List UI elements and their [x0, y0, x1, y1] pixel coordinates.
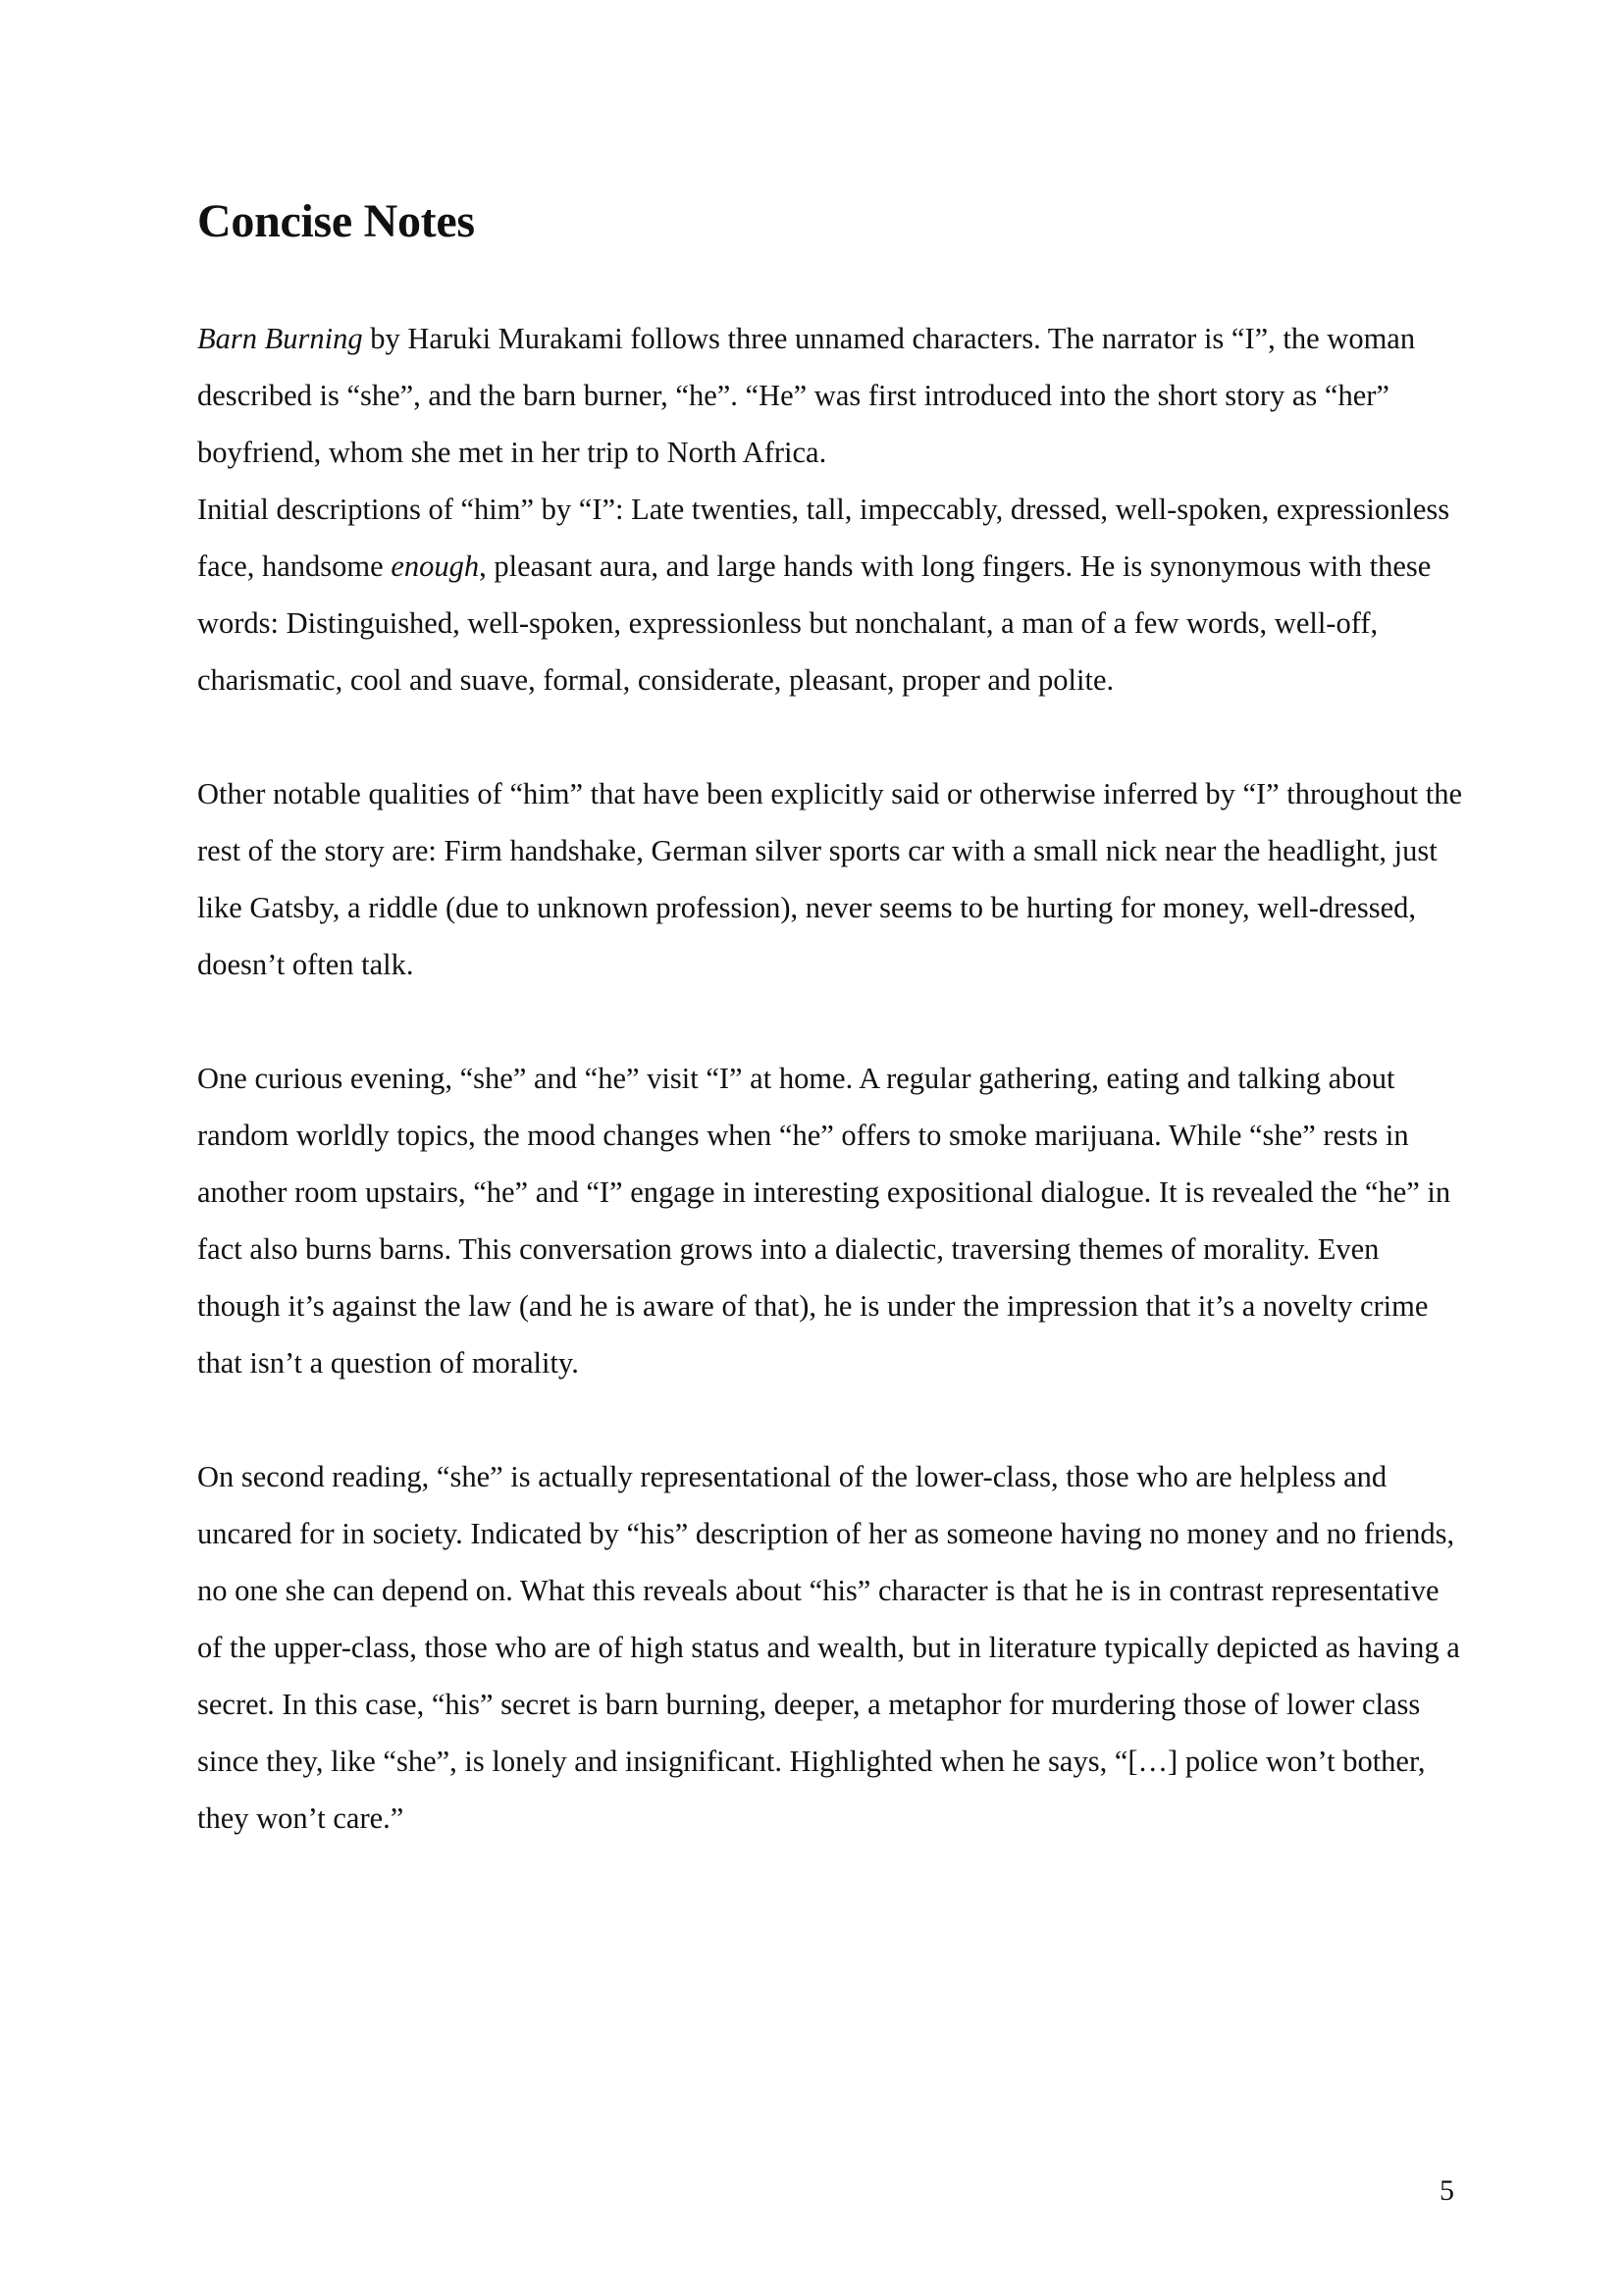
paragraph-spacer — [197, 1391, 1463, 1448]
paragraph-2-text-end: , pleasant aura, and large hands with long fingers. He is synonymous with these words: Distinguished, well-spoken, expressionless but nonchalant, a man of a few words, well-off, charismatic, cool and suave, formal, considerate, pleasant, proper and polite. — [197, 549, 1432, 697]
page-title: Concise Notes — [197, 195, 475, 247]
paragraph-2-text-start: Initial descriptions of “him” by “I”: Late twenties, tall, impeccably, dressed, well-spoken, expressionless face, handsome — [197, 493, 1450, 583]
book-title: Barn Burning — [197, 322, 363, 355]
paragraph-1 — [197, 310, 1463, 481]
notes-body — [197, 310, 1463, 1847]
page-number: 5 — [1440, 2174, 1454, 2207]
paragraph-spacer — [197, 993, 1463, 1050]
emphasis-word: enough — [391, 549, 480, 583]
paragraph-1-text: by Haruki Murakami follows three unnamed characters. The narrator is “I”, the woman described is “she”, and the barn burner, “he”. “He” was first introduced into the short story as “her” boyfriend, whom she met in her trip to North Africa. — [197, 322, 1416, 469]
paragraph-4: One curious evening, “she” and “he” visit “I” at home. A regular gathering, eating and talking about random worldly topics, the mood changes when “he” offers to smoke marijuana. While “she” rests in another room upstairs, “he” and “I” engage in interesting expositional dialogue. It is revealed the “he” in fact also burns barns. This conversation grows into a dialectic, traversing themes of morality. Even though it’s against the law (and he is aware of that), he is under the impression that it’s a novelty crime that isn’t a question of morality. — [197, 1062, 1451, 1380]
paragraph-3: Other notable qualities of “him” that have been explicitly said or otherwise inferred by “I” throughout the rest of the story are: Firm handshake, German silver sports car with a small nick near the headlight, just like Gatsby, a riddle (due to unknown profession), never seems to be hurting for money, well-dressed, doesn’t often talk. — [197, 777, 1463, 981]
paragraph-2 — [197, 481, 1463, 708]
paragraph-spacer — [197, 708, 1463, 765]
paragraph-5: On second reading, “she” is actually representational of the lower-class, those who are helpless and uncared for in society. Indicated by “his” description of her as someone having no money and no friends, no one she can depend on. What this reveals about “his” character is that he is in contrast representative of the upper-class, those who are of high status and wealth, but in literature typically depicted as having a secret. In this case, “his” secret is barn burning, deeper, a metaphor for murdering those of lower class since they, like “she”, is lonely and insignificant. Highlighted when he says, “[…] police won’t bother, they won’t care.” — [197, 1460, 1460, 1835]
